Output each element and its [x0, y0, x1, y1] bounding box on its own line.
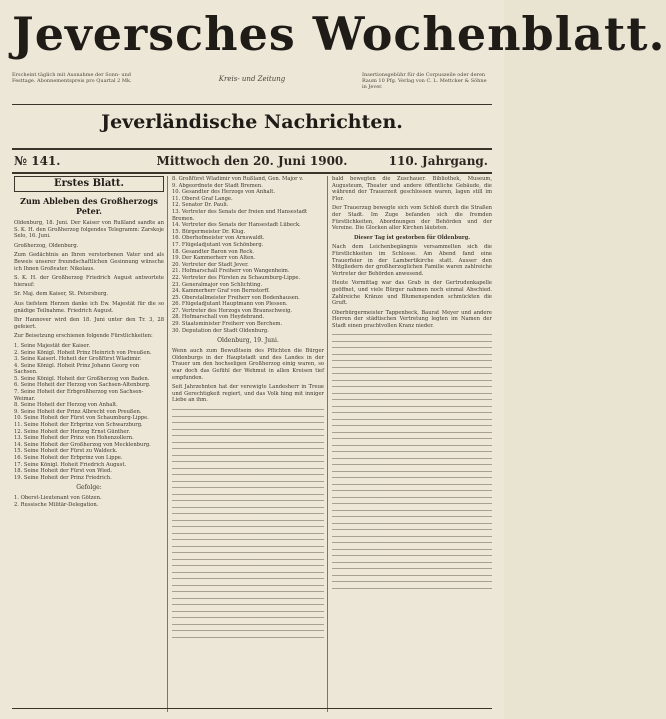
text-line — [172, 466, 324, 471]
list-item: 23. Generalmajor von Schlichting. — [172, 281, 263, 288]
paragraph: Aus tiefstem Herzen danke ich Ew. Majestät für die so gnädige Teilnahme. Friedrich August. — [14, 300, 164, 314]
issue-volume: 110. Jahrgang. — [388, 154, 488, 168]
text-line — [172, 589, 324, 594]
text-line — [172, 615, 324, 620]
text-line — [172, 531, 324, 536]
text-line — [332, 573, 492, 578]
text-line — [332, 514, 492, 519]
gefolge-heading: Gefolge: — [76, 484, 102, 492]
list-item: 6. Seine Hoheit der Herzog von Sachsen-Altenburg. — [14, 382, 151, 389]
text-line — [332, 332, 492, 337]
text-line — [332, 560, 492, 565]
text-line — [332, 358, 492, 363]
article-headline: Zum Ableben des Großherzogs Peter. — [20, 196, 158, 216]
list-item: 10. Gesandter des Herzogs von Anhalt. — [172, 189, 276, 196]
paragraph: Ihr Hannover wird den 18. Juni unter den Tr. 3, 28 gefeiert. — [14, 317, 164, 330]
list-item: 22. Vertreter des Fürsten zu Schaumburg-Lippe. — [172, 274, 301, 281]
text-line — [172, 446, 324, 451]
text-line — [172, 518, 324, 523]
list-item: 27. Vertreter des Herzogs von Braunschweig. — [172, 307, 293, 314]
text-line — [332, 397, 492, 402]
text-line — [332, 521, 492, 526]
paragraph: S. K. H. der Großherzog Friedrich August antwortete hierauf: — [14, 275, 164, 288]
list-item: 11. Seine Hoheit der Erbprinz von Schwarzburg. — [14, 422, 143, 429]
text-line — [172, 472, 324, 477]
list-item: 24. Kammerherr Graf von Bernstorff. — [172, 288, 270, 295]
text-line — [332, 410, 492, 415]
column-3 — [332, 176, 492, 712]
list-item: 10. Seine Hoheit der Fürst von Schaumburg-Lippe. — [14, 415, 149, 422]
paragraph: Zur Beisetzung erschienen folgende Fürstlichkeiten: — [14, 333, 153, 340]
text-line — [332, 339, 492, 344]
text-line — [332, 456, 492, 461]
text-line — [332, 345, 492, 350]
list-item: 1. Seine Majestät der Kaiser. — [14, 342, 91, 349]
list-item: 17. Seine Königl. Hoheit Friedrich August. — [14, 461, 127, 468]
text-line — [172, 537, 324, 542]
list-item: 5. Seine Königl. Hoheit der Großherzog von Baden. — [14, 375, 150, 382]
text-line — [332, 404, 492, 409]
list-item: 9. Abgeordnete der Stadt Bremen. — [172, 182, 263, 189]
text-line — [172, 498, 324, 503]
column-2 — [172, 176, 324, 712]
list-item: 19. Der Kammerherr von Alten. — [172, 255, 256, 262]
text-line — [332, 430, 492, 435]
list-item: 16. Oberhofmeister von Arnswaldt. — [172, 235, 265, 242]
paragraph: Zum Gedächtnis an Ihren verstorbenen Vater und als Beweis unserer freundschaftlichen Gesinnung wünsche ich Ihnen Großvater. Nikolaus. — [14, 252, 164, 272]
list-item: 28. Hofmarschall von Heydebrand. — [172, 314, 265, 321]
text-line — [332, 365, 492, 370]
text-line — [332, 501, 492, 506]
list-item: 15. Bürgermeister Dr. Klug. — [172, 228, 246, 235]
list-item: 14. Vertreter des Senats der Hansestadt Lübeck. — [172, 222, 301, 229]
list-item: 13. Vertreter des Senats der freien und Hansestadt Bremen. — [172, 208, 308, 222]
list-item: 4. Seine Königl. Hoheit Prinz Johann Georg von Sachsen. — [14, 362, 140, 376]
paragraph: Der Trauerzug bewegte sich vom Schloß durch die Straßen der Stadt. Im Zuge befanden sich die fremden Fürstlichkeiten, Abordnungen der Behörden und der Vereine. Die Glocken aller Kirchen läuteten. — [332, 205, 492, 232]
text-line — [172, 596, 324, 601]
paragraph: Dieser Tag ist gestorben für Oldenburg. — [353, 234, 471, 241]
issue-date: Mittwoch den 20. Juni 1900. — [156, 154, 348, 168]
list-item: 15. Seine Hoheit der Fürst zu Waldeck. — [14, 448, 118, 455]
text-line — [332, 384, 492, 389]
text-line — [172, 479, 324, 484]
paragraph: Nach dem Leichenbegängnis versammelten sich die Fürstlichkeiten im Schlosse. Am Abend fand eine Trauerfeier in der Lambertikirche statt. Ausser den Mitgliedern der großherzoglichen Familie waren zahlreiche Vertreter der Behörden anwesend. — [332, 244, 492, 277]
text-line — [332, 540, 492, 545]
paragraph: Oldenburg, 18. Juni. Der Kaiser von Rußland sandte an S. K. H. den Großherzog folgendes Telegramm: Zarskoje Selo, 16. Juni. — [14, 220, 164, 240]
text-line — [332, 436, 492, 441]
paragraph: bald bewegten die Zuschauer. Bibliothek, Museum, Augusteum, Theater und andere öffentliche Gebäude, die während der Trauerzeit geschlossen waren, lagen still im Flor. — [332, 176, 492, 202]
list-item: 11. Oberst Graf Lange. — [172, 195, 233, 202]
text-line — [332, 482, 492, 487]
list-item: 29. Staatsminister Freiherr von Berchem. — [172, 321, 283, 328]
list-item: 12. Senator Dr. Pauli. — [172, 202, 229, 209]
list-item: 14. Seine Hoheit der Großherzog von Mecklenburg. — [14, 441, 151, 448]
text-line — [332, 475, 492, 480]
text-line — [172, 505, 324, 510]
list-item: 1. Oberst-Lieutenant von Götzen. — [14, 495, 102, 502]
text-line — [172, 609, 324, 614]
list-item: 30. Deputation der Stadt Oldenburg. — [172, 327, 269, 334]
masthead-notes — [12, 68, 492, 98]
text-line — [332, 586, 492, 591]
text-line — [172, 433, 324, 438]
text-line — [172, 602, 324, 607]
text-line — [332, 417, 492, 422]
masthead-center-note: Kreis- und Zeitung — [218, 75, 286, 83]
text-line — [332, 462, 492, 467]
list-item: 20. Vertreter der Stadt Jever. — [172, 261, 249, 268]
text-line — [172, 453, 324, 458]
text-line — [172, 440, 324, 445]
text-line — [332, 423, 492, 428]
text-line — [172, 557, 324, 562]
masthead-right-note: Insertionsgebühr für die Corpuszeile oder deren Raum 10 Pfg. Verlag von C. L. Mettcker & Söhne in Jever. — [362, 72, 487, 90]
text-line — [172, 635, 324, 640]
list-item: 9. Seine Hoheit der Prinz Albrecht von Preußen. — [14, 408, 142, 415]
text-line — [332, 508, 492, 513]
masthead — [12, 7, 666, 100]
masthead-left-note: Erscheint täglich mit Ausnahme der Sonn- und Festtage. Abonnementspreis pro Quartal 2 Mk. — [12, 72, 132, 84]
text-line — [172, 407, 324, 412]
list-item: 19. Seine Hoheit der Prinz Friedrich. — [14, 474, 112, 481]
text-line — [332, 495, 492, 500]
text-line — [332, 378, 492, 383]
list-item: 13. Seine Hoheit der Prinz von Hohenzollern. — [14, 435, 134, 442]
text-line — [172, 628, 324, 633]
column-1 — [14, 176, 164, 712]
list — [172, 176, 324, 334]
issue-number: № 141. — [14, 154, 61, 168]
list-item: 16. Seine Hoheit der Erbprinz von Lippe. — [14, 455, 123, 461]
text-line — [172, 583, 324, 588]
text-line — [332, 547, 492, 552]
text-line — [172, 576, 324, 581]
list-item: 3. Seine Kaiserl. Hoheit der Großfürst Wladimir. — [14, 356, 142, 363]
text-line — [332, 469, 492, 474]
bottom-rule — [12, 708, 492, 709]
list-item: 2. Russische Militär-Delegation. — [14, 501, 99, 508]
text-line — [172, 544, 324, 549]
text-line — [332, 579, 492, 584]
newspaper-title: Jeversches Wochenblatt. — [12, 7, 666, 61]
list-item: 7. Seine Hoheit der Erbgroßherzog von Sachsen-Weimar. — [14, 389, 144, 402]
paragraph: Sr. Maj. dem Kaiser, St. Petersburg. — [14, 291, 109, 298]
text-line — [172, 511, 324, 516]
text-line — [172, 485, 324, 490]
text-line — [172, 414, 324, 419]
text-line — [172, 563, 324, 568]
list-item: 8. Großfürst Wladimir von Rußland, Gen. Major v. — [172, 176, 304, 182]
list-item: 8. Seine Hoheit der Herzog von Anhalt. — [14, 402, 118, 409]
text-lines — [332, 332, 492, 591]
text-line — [172, 524, 324, 529]
list — [14, 343, 164, 481]
list-item: 2. Seine Königl. Hoheit Prinz Heinrich von Preußen. — [14, 349, 152, 356]
paragraph: Großherzog, Oldenburg. — [14, 242, 79, 249]
text-line — [332, 566, 492, 571]
list-item: 18. Gesandter Baron von Reck. — [172, 248, 255, 255]
text-line — [332, 527, 492, 532]
text-line — [332, 371, 492, 376]
text-lines — [172, 407, 324, 640]
paragraph: Seit Jahrzehnten hat der verewigte Landesherr in Treue und Gerechtigkeit regiert, und das Volk hing mit inniger Liebe an ihm. — [172, 384, 324, 404]
subtitle: Jeverländische Nachrichten. — [101, 111, 403, 133]
text-line — [332, 391, 492, 396]
text-line — [172, 550, 324, 555]
column-divider — [327, 176, 328, 712]
text-line — [332, 488, 492, 493]
section-box-title: Erstes Blatt. — [14, 176, 164, 192]
text-line — [172, 492, 324, 497]
text-line — [332, 352, 492, 357]
text-line — [172, 622, 324, 627]
text-line — [332, 534, 492, 539]
paragraph: Heute Vormittag war das Grab in der Gertrudenkapelle geöffnet, und viele Bürger nahmen noch einmal Abschied. Zahlreiche Kränze und Blumenspenden schmückten die Gruft. — [332, 280, 492, 307]
list-item: 18. Seine Hoheit der Fürst von Wied. — [14, 468, 113, 475]
text-line — [172, 459, 324, 464]
list-item: 25. Oberstallmeister Freiherr von Bodenhausen. — [172, 294, 300, 301]
list-item: 21. Hofmarschall Freiherr von Wangenheim. — [172, 268, 290, 275]
paragraph: Wenn auch zum Bewußtsein des Pflichten die Bürger Oldenburgs in der Hauptstadt und des Landes in der Trauer um den hochseligen Großherzog einig waren, so war doch das Gefühl der Wehmut in allen Kreisen tief empfunden. — [172, 348, 324, 381]
text-line — [332, 443, 492, 448]
text-line — [172, 570, 324, 575]
list-item: 26. Flügeladjutant Hauptmann von Plessen. — [172, 301, 288, 308]
column-divider — [167, 176, 168, 712]
list-item: 12. Seine Hoheit der Herzog Ernst Günther. — [14, 428, 130, 435]
rule — [12, 104, 492, 105]
rule — [12, 148, 492, 150]
paragraph: Oberbürgermeister Tappenbeck, Baurat Meyer und andere Herren der städtischen Vertretung legten im Namen der Stadt einen prachtvollen Kranz nieder. — [332, 309, 492, 329]
text-line — [172, 427, 324, 432]
list-item: 17. Flügeladjutant von Schönberg. — [172, 241, 264, 248]
text-line — [332, 553, 492, 558]
text-line — [172, 420, 324, 425]
rule — [12, 172, 492, 174]
section-dateline: Oldenburg, 19. Juni. — [217, 337, 279, 345]
text-line — [332, 449, 492, 454]
dateline — [12, 152, 492, 170]
